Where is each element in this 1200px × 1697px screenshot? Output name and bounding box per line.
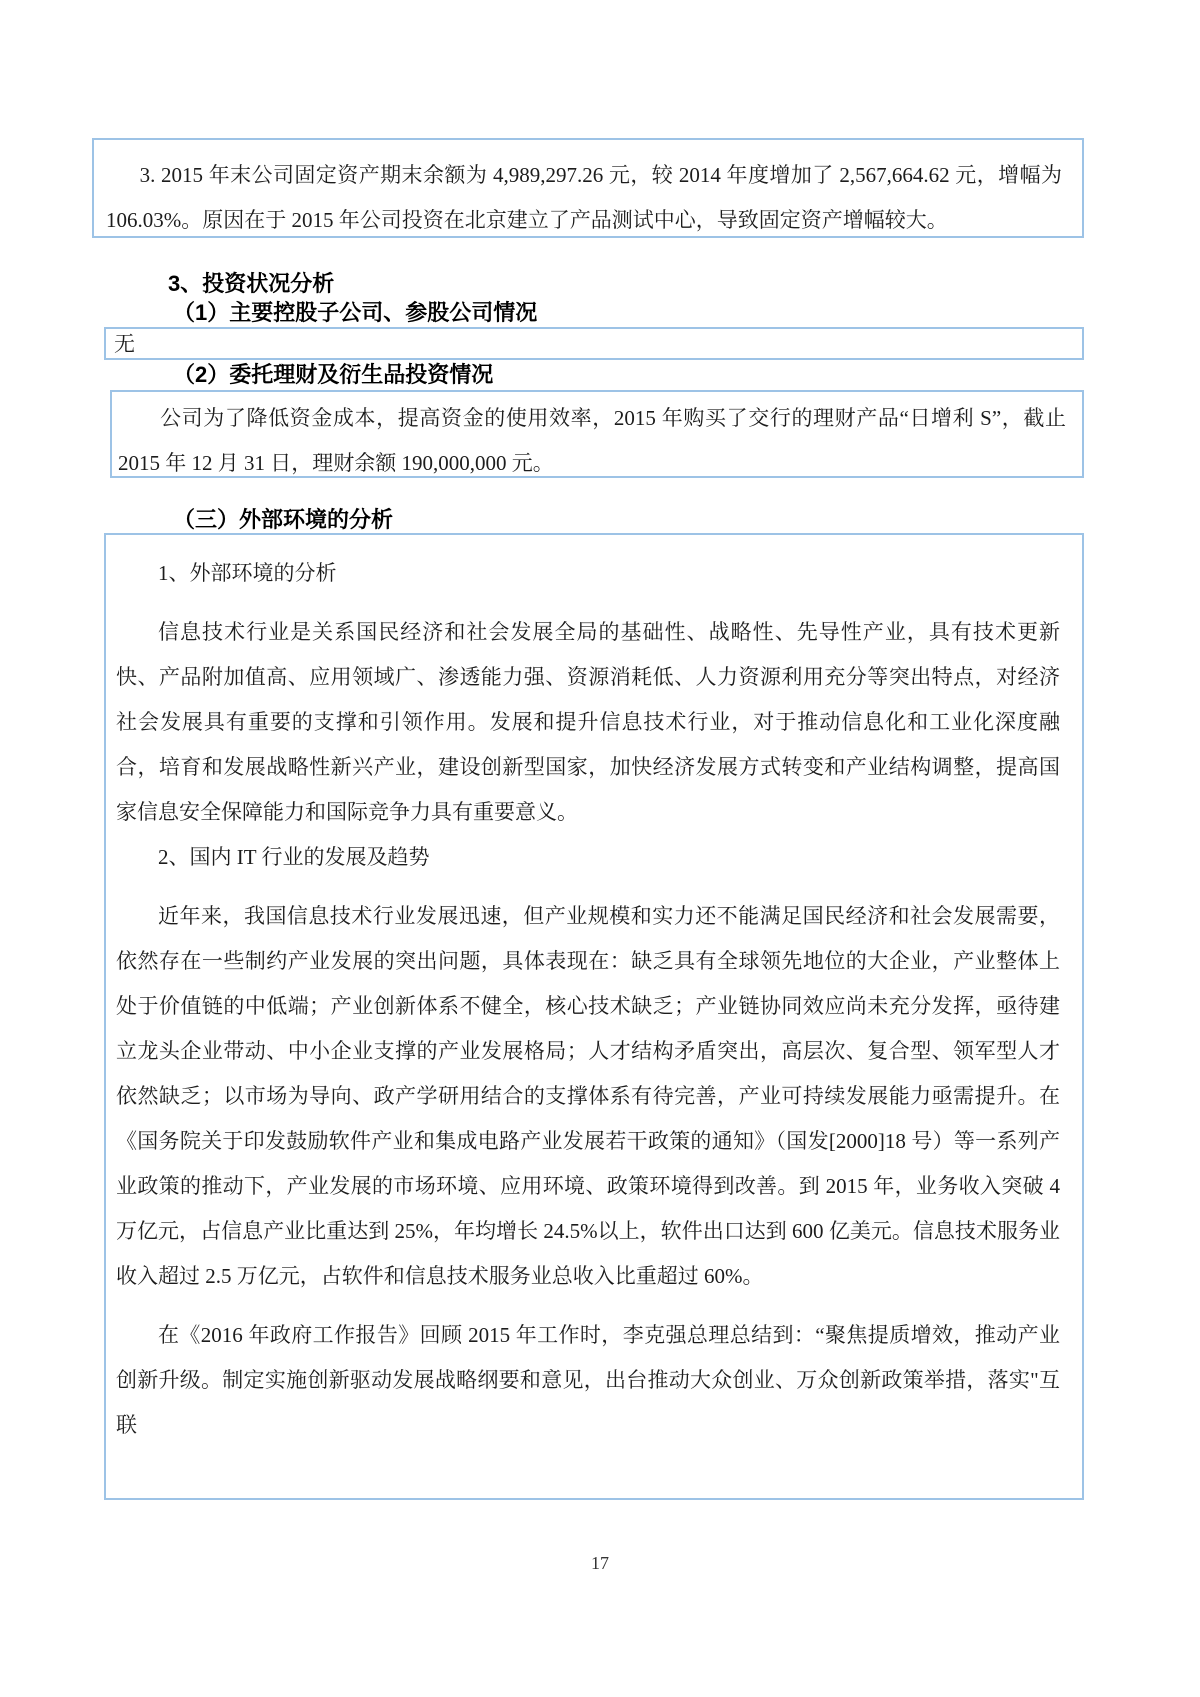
external-environment-box [104, 533, 1084, 1500]
heading-investment-analysis: 3、投资状况分析 [168, 271, 335, 296]
page-number: 17 [591, 1553, 609, 1573]
subsidiaries-text: 无 [114, 332, 135, 356]
environment-subtitle-1: 1、外部环境的分析 [158, 561, 337, 585]
environment-paragraph-2: 近年来，我国信息技术行业发展迅速，但产业规模和实力还不能满足国民经济和社会发展需要，依然存在一些制约产业发展的突出问题，具体表现在：缺乏具有全球领先地位的大企业，产业整体上处于价值链的中低端；产业创新体系不健全，核心技术缺乏；产业链协同效应尚未充分发挥，亟待建立龙头企业带动、中小企业支撑的产业发展格局；人才结构矛盾突出，高层次、复合型、领军型人才依然缺乏；以市场为导向、政产学研用结合的支撑体系有待完善，产业可持续发展能力亟需提升。在《国务院关于印发鼓励软件产业和集成电路产业发展若干政策的通知》（国发[2000]18 号）等一系列产业政策的推动下，产业发展的市场环境、应用环境、政策环境得到改善。到 2015 年，业务收入突破 4 万亿元，占信息产业比重达到 25%，年均增长 24.5%以上，软件出口达到 600 亿美元。信息技术服务业收入超过 2.5 万亿元，占软件和信息技术服务业总收入比重超过 60%。 [116, 904, 1060, 1288]
subsidiaries-box [104, 327, 1084, 360]
heading-subsidiaries: （1）主要控股子公司、参股公司情况 [173, 300, 538, 325]
heading-entrusted-wealth: （2）委托理财及衍生品投资情况 [173, 362, 494, 387]
environment-paragraph-1: 信息技术行业是关系国民经济和社会发展全局的基础性、战略性、先导性产业，具有技术更新快、产品附加值高、应用领域广、渗透能力强、资源消耗低、人力资源利用充分等突出特点，对经济社会发展具有重要的支撑和引领作用。发展和提升信息技术行业，对于推动信息化和工业化深度融合，培育和发展战略性新兴产业，建设创新型国家，加快经济发展方式转变和产业结构调整，提高国家信息安全保障能力和国际竞争力具有重要意义。 [116, 620, 1060, 824]
entrusted-wealth-text: 公司为了降低资金成本，提高资金的使用效率，2015 年购买了交行的理财产品“日增利 S”，截止 2015 年 12 月 31 日，理财余额 190,000,000 元。 [118, 406, 1066, 475]
environment-subtitle-2: 2、国内 IT 行业的发展及趋势 [158, 845, 430, 869]
heading-external-environment: （三）外部环境的分析 [173, 507, 394, 532]
fixed-assets-box [92, 138, 1084, 238]
entrusted-wealth-box [110, 390, 1084, 478]
environment-paragraph-3: 在《2016 年政府工作报告》回顾 2015 年工作时，李克强总理总结到：“聚焦提质增效，推动产业创新升级。制定实施创新驱动发展战略纲要和意见，出台推动大众创业、万众创新政策举措，落实"互联 [116, 1323, 1060, 1437]
fixed-assets-text: 3. 2015 年末公司固定资产期末余额为 4,989,297.26 元，较 2014 年度增加了 2,567,664.62 元，增幅为 106.03%。原因在于 2015 年公司投资在北京建立了产品测试中心，导致固定资产增幅较大。 [106, 163, 1062, 232]
